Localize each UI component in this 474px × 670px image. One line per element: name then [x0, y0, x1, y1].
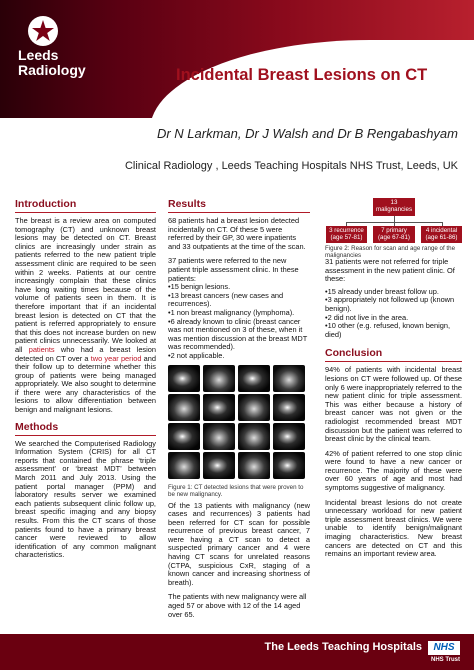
org-child-label: 4 incidental	[425, 227, 458, 234]
results-paragraph-2: 37 patients were referred to the new patient triple assessment clinic. In these patients:	[168, 256, 299, 283]
results-bullet: •1 non breast malignancy (lymphoma).	[168, 307, 295, 317]
introduction-text	[15, 217, 156, 415]
ct-image	[203, 423, 235, 450]
star-icon	[26, 14, 60, 48]
org-child-label: 3 recurrence	[329, 227, 364, 234]
not-referred-bullet: •15 already under breast follow up.	[325, 286, 439, 296]
intro-highlight-period: two year period	[90, 353, 142, 363]
org-top-box	[373, 198, 415, 216]
figure-1-caption: Figure 1: CT detected lesions that were proven to be new malignancy.	[168, 483, 304, 498]
methods-text: We searched the Computerised Radiology Information System (CRIS) for all CT reports that contained the phrase ‘triple assessment’ or ‘breast MDT’ between March 2011 and July 2013. Using the patient portal manager (PPM) and laboratory results server we examined each patients subsequent clinic follow up, breast specific imaging and any biopsy results. From this the CT scans of those patients found to have a primary breast cancer were reviewed to allow identification of any common malignant characteristics.	[15, 438, 156, 560]
ct-image	[238, 452, 270, 479]
poster-footer	[0, 634, 474, 670]
results-bullet: •6 already known to clinic (breast cancer was not mentioned on 3 of these, when it was mention discussion at the breast MDT was recommended).	[168, 316, 308, 352]
nhs-trust-label: NHS Trust	[430, 657, 460, 663]
conclusion-paragraph-3: Incidental breast lesions do not create unnecessary workload for new patient triple assessment breast clinics. We were unable to identify benign/malignant imaging characteristics. New breast cancers are detected on CT and this remains an important review area.	[325, 497, 462, 559]
ct-image	[168, 423, 200, 450]
org-top-count: 13	[390, 199, 398, 206]
ct-image	[238, 423, 270, 450]
ct-image	[203, 452, 235, 479]
results-bullet: •2 not applicable.	[168, 350, 225, 360]
org-child-box	[421, 226, 462, 243]
footer-org-name: The Leeds Teaching Hospitals	[264, 641, 422, 653]
results-paragraph-4: The patients with new malignancy were all aged 57 or above with 12 of the 14 aged over 65.	[168, 592, 307, 619]
intro-highlight-patients: patients	[28, 344, 55, 354]
ct-image-grid	[168, 363, 310, 481]
right-column	[325, 198, 462, 563]
poster-title: Incidental Breast Lesions on CT	[176, 66, 428, 84]
results-bullet: •13 breast cancers (new cases and recurrences).	[168, 290, 284, 309]
nhs-logo: NHS	[428, 641, 460, 655]
introduction-heading: Introduction	[15, 198, 156, 213]
poster-header	[0, 0, 474, 118]
methods-heading: Methods	[15, 421, 156, 436]
malignancy-org-chart	[325, 198, 462, 259]
ct-image	[238, 394, 270, 421]
ct-image	[168, 452, 200, 479]
leeds-radiology-logo	[12, 14, 132, 78]
conclusion-heading: Conclusion	[325, 347, 462, 362]
ct-image	[273, 423, 305, 450]
left-column	[15, 198, 156, 564]
ct-image	[168, 394, 200, 421]
ct-image	[273, 394, 305, 421]
conclusion-paragraph-2: 42% of patient referred to one stop clinic were found to have a new cancer or recurrence. The majority of these were over 60 years of age and most had symptoms suggestive of malignancy.	[325, 448, 462, 493]
ct-image	[168, 365, 200, 392]
intro-text-a: The breast is a review area on computed tomography (CT) and unknown breast lesions may be detected on CT. Breast clinics are increasingly under strain as patients referred to the new patient triple assessment clinic are required to be seen within 2 weeks. Patients at our centre increasingly complain that these clinics have long waiting times because of the volume of patients seen in them. It is therefore important that if an incidental breast lesion is detected on CT that the patient is referred appropriately to ensure that this does not increase burden on new patient clinics unnecessarily. We looked at all	[15, 216, 156, 354]
logo-line1: Leeds	[18, 47, 59, 63]
results-paragraph-1: 68 patients had a breast lesion detected incidentally on CT. Of these 5 were referred by their GP, 30 were inpatients and 33 outpatients at the time of the scan.	[168, 216, 306, 251]
ct-image	[203, 394, 235, 421]
results-paragraph-3: Of the 13 patients with malignancy (new cases and recurrences) 3 patients had been referred for CT scan for possible recurrence of previous breast cancer, 7 were having a CT scan to detect a suspected primary cancer and 4 were having CT scans for unrelated reasons (CTPA, suspicious CxR, staging of a known cancer and increasing shortness of breath).	[168, 500, 310, 587]
affiliation: Clinical Radiology , Leeds Teaching Hospitals NHS Trust, Leeds, UK	[124, 160, 458, 172]
results-bullet: •15 benign lesions.	[168, 282, 231, 292]
not-referred-bullet: •2 did not live in the area.	[325, 312, 409, 322]
not-referred-bullet: •10 other (e.g. refused, known benign, died)	[325, 321, 451, 339]
org-child-label: 7 primary	[381, 227, 407, 234]
org-child-age: (age 61-86)	[425, 234, 458, 241]
conclusion-paragraph-1: 94% of patients with incidental breast lesions on CT were followed up. Of these only 6 were inappropriately referred to the new patient clinic for triple assessment. This was either because a history of breast cancer was not given or the radiologist recommended breast MDT discussion but the patient was referred to breast clinic by the clinical team.	[325, 365, 462, 444]
logo-text	[18, 48, 86, 78]
not-referred-bullet: •3 appropriately not followed up (known benign).	[325, 295, 455, 313]
figure-2-caption: Figure 2: Reason for scan and age range of the malignancies	[325, 245, 456, 259]
org-child-age: (age 67-81)	[378, 234, 410, 241]
results-heading: Results	[168, 198, 310, 213]
ct-image	[238, 365, 270, 392]
logo-line2: Radiology	[18, 62, 86, 78]
intro-text-b: who had a breast lesion detected on CT over a	[15, 344, 156, 363]
org-child-age: (age 57-81)	[330, 234, 363, 241]
org-child-box	[373, 226, 415, 243]
org-top-label: malignancies	[375, 206, 413, 213]
org-child-box	[326, 226, 367, 243]
ct-image	[203, 365, 235, 392]
header-curve	[150, 40, 474, 170]
not-referred-bullets	[325, 288, 462, 340]
ct-image	[273, 365, 305, 392]
middle-column	[168, 198, 310, 623]
not-referred-text: 31 patients were not referred for triple assessment in the new patient clinic. Of these:	[325, 257, 455, 284]
ct-image	[273, 452, 305, 479]
results-bullet-list	[168, 283, 310, 360]
authors: Dr N Larkman, Dr J Walsh and Dr B Rengabashyam	[156, 126, 458, 141]
intro-text-c: and their follow up to determine whether this group of patients were being managed appropriately. We also sought to determine if there were any characteristics of the lesions to allow differentiation between benign and malignant lesions.	[15, 353, 157, 415]
